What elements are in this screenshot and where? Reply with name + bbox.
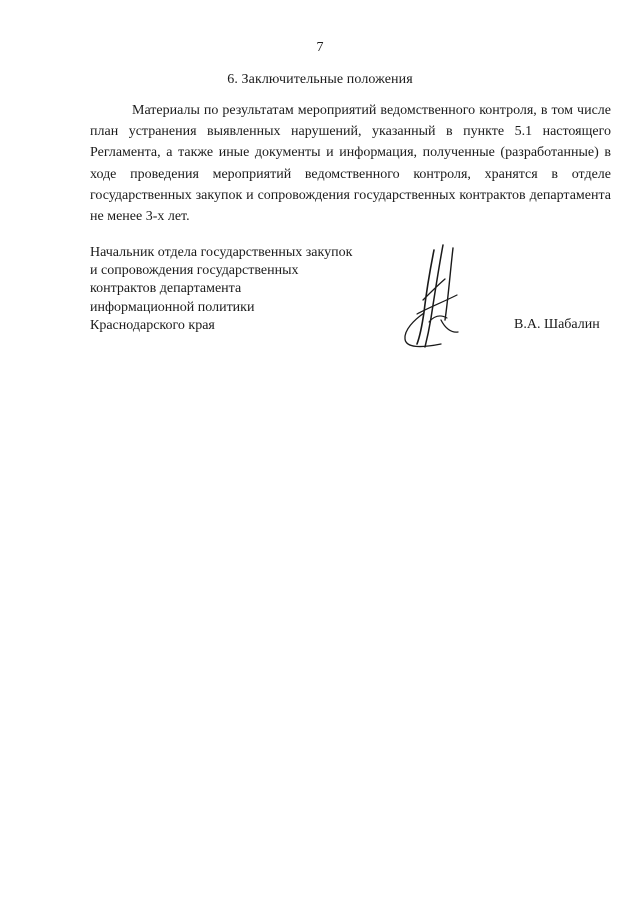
signatory-title-line: Краснодарского края xyxy=(90,317,215,333)
signatory-name: В.А. Шабалин xyxy=(514,317,600,332)
page-number: 7 xyxy=(316,40,324,55)
section-heading: 6. Заключительные положения xyxy=(227,72,413,87)
body-paragraph: Материалы по результатам мероприятий ведомственного контроля, в том числе план устранения выявленных нарушений, указанный в пункте 5.1 настоящего Регламента, а также иные документы и информация, полученные (разработанные) в ходе проведения мероприятий ведомственного контроля, хранятся в отделе государственных закупок и сопровождения государственных контрактов департамента не менее 3-х лет. xyxy=(90,103,611,225)
signatory-title-line: информационной политики xyxy=(90,299,255,315)
signatory-title-line: Начальник отдела государственных закупок xyxy=(90,245,353,260)
signatory-title-line: и сопровождения государственных xyxy=(90,263,299,279)
handwritten-signature xyxy=(396,240,466,355)
signatory-title-block xyxy=(90,244,390,335)
signatory-title-line: контрактов департамента xyxy=(90,281,242,297)
